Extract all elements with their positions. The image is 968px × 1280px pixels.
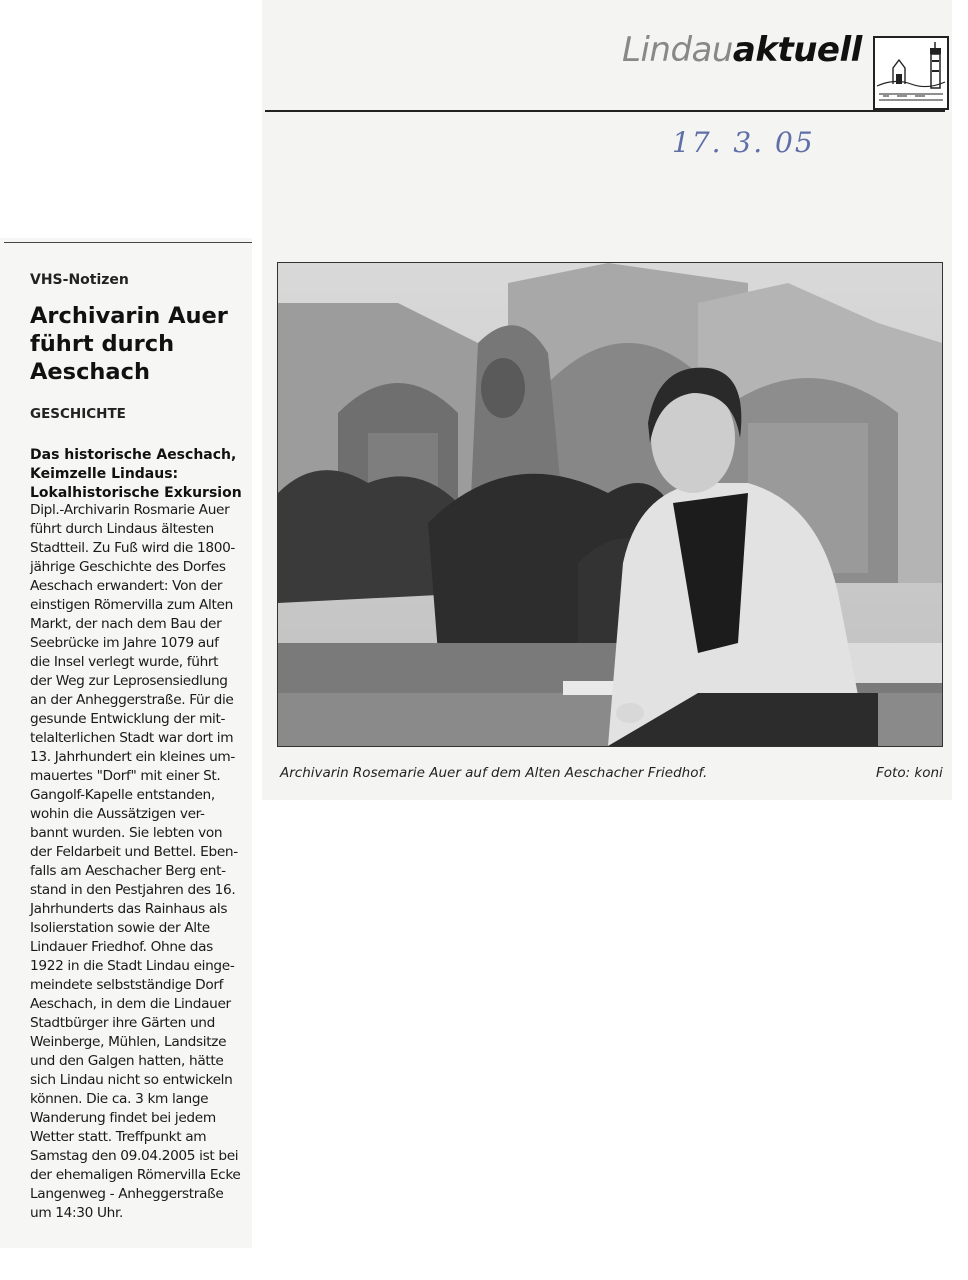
body-line: Isolierstation sowie der Alte bbox=[30, 920, 210, 936]
subhead-line: Keimzelle Lindaus: bbox=[30, 466, 179, 482]
body-line: Dipl.-Archivarin Rosmarie Auer bbox=[30, 502, 230, 518]
subhead-line: Das historische Aeschach, bbox=[30, 447, 237, 463]
masthead-bold: aktuell bbox=[732, 30, 862, 70]
article-subhead bbox=[30, 446, 245, 503]
headline-line: führt durch bbox=[30, 331, 175, 357]
body-line: einstigen Römervilla zum Alten bbox=[30, 597, 233, 613]
body-line: Markt, der nach dem Bau der bbox=[30, 616, 222, 632]
body-line: die Insel verlegt wurde, führt bbox=[30, 654, 219, 670]
body-line: Wanderung findet bei jedem bbox=[30, 1110, 216, 1126]
body-line: Gangolf-Kapelle entstanden, bbox=[30, 787, 215, 803]
body-line: mauertes "Dorf" mit einer St. bbox=[30, 768, 221, 784]
masthead-light: Lindau bbox=[622, 30, 733, 70]
body-line: Samstag den 09.04.2005 ist bei bbox=[30, 1148, 239, 1164]
article-kicker: VHS-Notizen bbox=[30, 272, 129, 288]
photo-caption: Archivarin Rosemarie Auer auf dem Alten Aeschacher Friedhof. bbox=[280, 765, 708, 781]
body-line: 1922 in die Stadt Lindau einge- bbox=[30, 958, 235, 974]
headline-line: Aeschach bbox=[30, 359, 150, 385]
body-line: gesunde Entwicklung der mit- bbox=[30, 711, 226, 727]
cemetery-photo bbox=[277, 262, 943, 747]
body-line: Stadtbürger ihre Gärten und bbox=[30, 1015, 215, 1031]
body-line: wohin die Aussätzigen ver- bbox=[30, 806, 205, 822]
headline-line: Archivarin Auer bbox=[30, 303, 228, 329]
body-line: falls am Aeschacher Berg ent- bbox=[30, 863, 226, 879]
body-line: Wetter statt. Treffpunkt am bbox=[30, 1129, 207, 1145]
column-rule bbox=[4, 242, 252, 243]
body-line: können. Die ca. 3 km lange bbox=[30, 1091, 209, 1107]
body-line: Langenweg - Anheggerstraße bbox=[30, 1186, 224, 1202]
body-line: Aeschach, in dem die Lindauer bbox=[30, 996, 231, 1012]
article-section: GESCHICHTE bbox=[30, 406, 126, 422]
photo-credit: Foto: koni bbox=[876, 765, 943, 781]
body-line: Seebrücke im Jahre 1079 auf bbox=[30, 635, 219, 651]
body-line: meindete selbstständige Dorf bbox=[30, 977, 224, 993]
subhead-line: Lokalhistorische Exkursion bbox=[30, 485, 242, 501]
body-line: der Weg zur Leprosensiedlung bbox=[30, 673, 228, 689]
body-line: Lindauer Friedhof. Ohne das bbox=[30, 939, 213, 955]
body-line: jährige Geschichte des Dorfes bbox=[30, 559, 226, 575]
bleed-through-decoration bbox=[540, 160, 548, 190]
body-line: Jahrhunderts das Rainhaus als bbox=[30, 901, 228, 917]
body-line: führt durch Lindaus ältesten bbox=[30, 521, 214, 537]
body-line: der ehemaligen Römervilla Ecke bbox=[30, 1167, 241, 1183]
body-line: telalterlichen Stadt war dort im bbox=[30, 730, 234, 746]
body-line: um 14:30 Uhr. bbox=[30, 1205, 124, 1221]
body-line: Stadtteil. Zu Fuß wird die 1800- bbox=[30, 540, 236, 556]
article-headline bbox=[30, 302, 245, 386]
masthead-rule bbox=[265, 110, 945, 112]
body-line: sich Lindau nicht so entwickeln bbox=[30, 1072, 233, 1088]
masthead-title bbox=[622, 30, 862, 70]
body-line: Aeschach erwandert: Von der bbox=[30, 578, 223, 594]
body-line: an der Anheggerstraße. Für die bbox=[30, 692, 234, 708]
lindau-lighthouse-logo-icon bbox=[873, 36, 949, 110]
body-line: der Feldarbeit und Bettel. Eben- bbox=[30, 844, 238, 860]
body-line: stand in den Pestjahren des 16. bbox=[30, 882, 236, 898]
body-line: Weinberge, Mühlen, Landsitze bbox=[30, 1034, 227, 1050]
body-line: bannt wurden. Sie lebten von bbox=[30, 825, 223, 841]
body-line: und den Galgen hatten, hätte bbox=[30, 1053, 224, 1069]
body-line: 13. Jahrhundert ein kleines um- bbox=[30, 749, 235, 765]
handwritten-date: 17. 3. 05 bbox=[672, 126, 815, 159]
